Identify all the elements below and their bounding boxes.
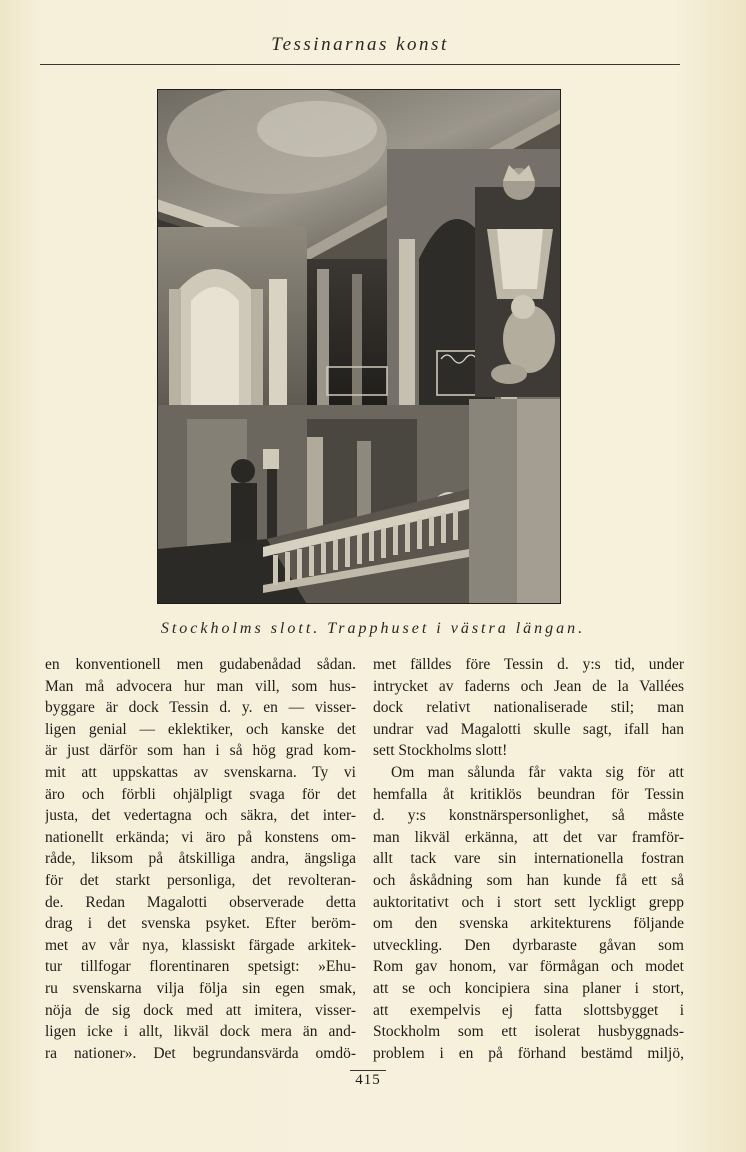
staircase-photograph	[157, 89, 561, 604]
text-line: ligen icke i allt, likväl dock mera än and-	[45, 1023, 356, 1041]
text-line: att exempelvis ej fatta slottsbygget i	[373, 1001, 684, 1019]
text-line: dock relativt nationaliserade stil; man	[373, 699, 684, 717]
text-line: man likväl erkänna, att det var framför-	[373, 828, 684, 846]
text-line: och åskådning som han kunde få ett så	[373, 871, 684, 889]
text-line: auktoritativt och i stort sett lyckligt grepp	[373, 893, 684, 911]
page-number: 415	[355, 1072, 381, 1088]
text-line: om den svenska arkitekturens följande	[373, 915, 684, 933]
text-line: mit att uppskattas av svenskarna. Ty vi	[45, 763, 356, 781]
text-line: ru svenskarna vilja följa sin egen smak,	[45, 979, 356, 997]
text-line: met fälldes före Tessin d. y:s tid, under	[373, 656, 684, 673]
text-line: Man må advocera hur man vill, som hus-	[45, 677, 356, 695]
text-line: nöja de sig dock med att imitera, visser-	[45, 1001, 356, 1019]
text-line: allt tack vare sin internationella fostran	[373, 850, 684, 868]
header-rule	[40, 64, 680, 65]
text-line: Rom gav honom, var förmågan och modet	[373, 958, 684, 976]
text-line: för det starkt personliga, det revolteran-	[45, 871, 356, 889]
text-line: undrar vad Magalotti skulle sagt, ifall han	[373, 720, 684, 738]
text-line: är just därför som han i så hög grad kom-	[45, 742, 356, 760]
text-line: Om man sålunda får vakta sig för att	[391, 763, 684, 781]
staircase-illustration	[157, 89, 561, 604]
text-line: utveckling. Den dyrbaraste gåvan som	[373, 936, 684, 954]
text-line: en konventionell men gudabenådad sådan.	[45, 656, 356, 673]
folio-rule	[350, 1070, 386, 1071]
text-line: d. y:s konstnärspersonlighet, så måste	[373, 807, 684, 825]
text-line: met av vår nya, klassiskt färgade arkitek-	[45, 936, 356, 954]
text-line: problem i en på förhand bestämd miljö,	[373, 1044, 684, 1062]
running-head: Tessinarnas konst	[271, 34, 449, 55]
text-line: drag i det svenska psyket. Efter beröm-	[45, 915, 356, 933]
text-line: hemfalla åt kritiklös beundran för Tessin	[373, 785, 684, 803]
text-line: nationellt erkända; vi äro på konstens om-	[45, 828, 356, 846]
text-line: justa, det vedertagna och säkra, det inter-	[45, 807, 356, 825]
text-line: ra nationer». Det begrundansvärda omdö-	[45, 1044, 356, 1062]
text-column-right	[373, 654, 684, 1064]
text-line: byggare är dock Tessin d. y. en — visser-	[45, 699, 356, 717]
text-line: äro och förbli ohjälpligt svaga för det	[45, 785, 356, 803]
text-line: tur tillfogar florentinaren spetsigt: »Ehu-	[45, 958, 356, 976]
text-line: intrycket av faderns och Jean de la Vallées	[373, 677, 684, 695]
text-line: sett Stockholms slott!	[373, 742, 508, 760]
text-line: råde, liksom på åtskilliga andra, ängsliga	[45, 850, 356, 868]
figure-caption: Stockholms slott. Trapphuset i västra längan.	[160, 620, 586, 637]
text-line: att se och koncipiera sina planer i stort,	[373, 979, 684, 997]
text-line: ligen genial — eklektiker, och kanske det	[45, 720, 356, 738]
text-column-left	[45, 654, 356, 1064]
text-line: Stockholm som ett isolerat husbyggnads-	[373, 1023, 684, 1041]
text-line: de. Redan Magalotti observerade detta	[45, 893, 356, 911]
